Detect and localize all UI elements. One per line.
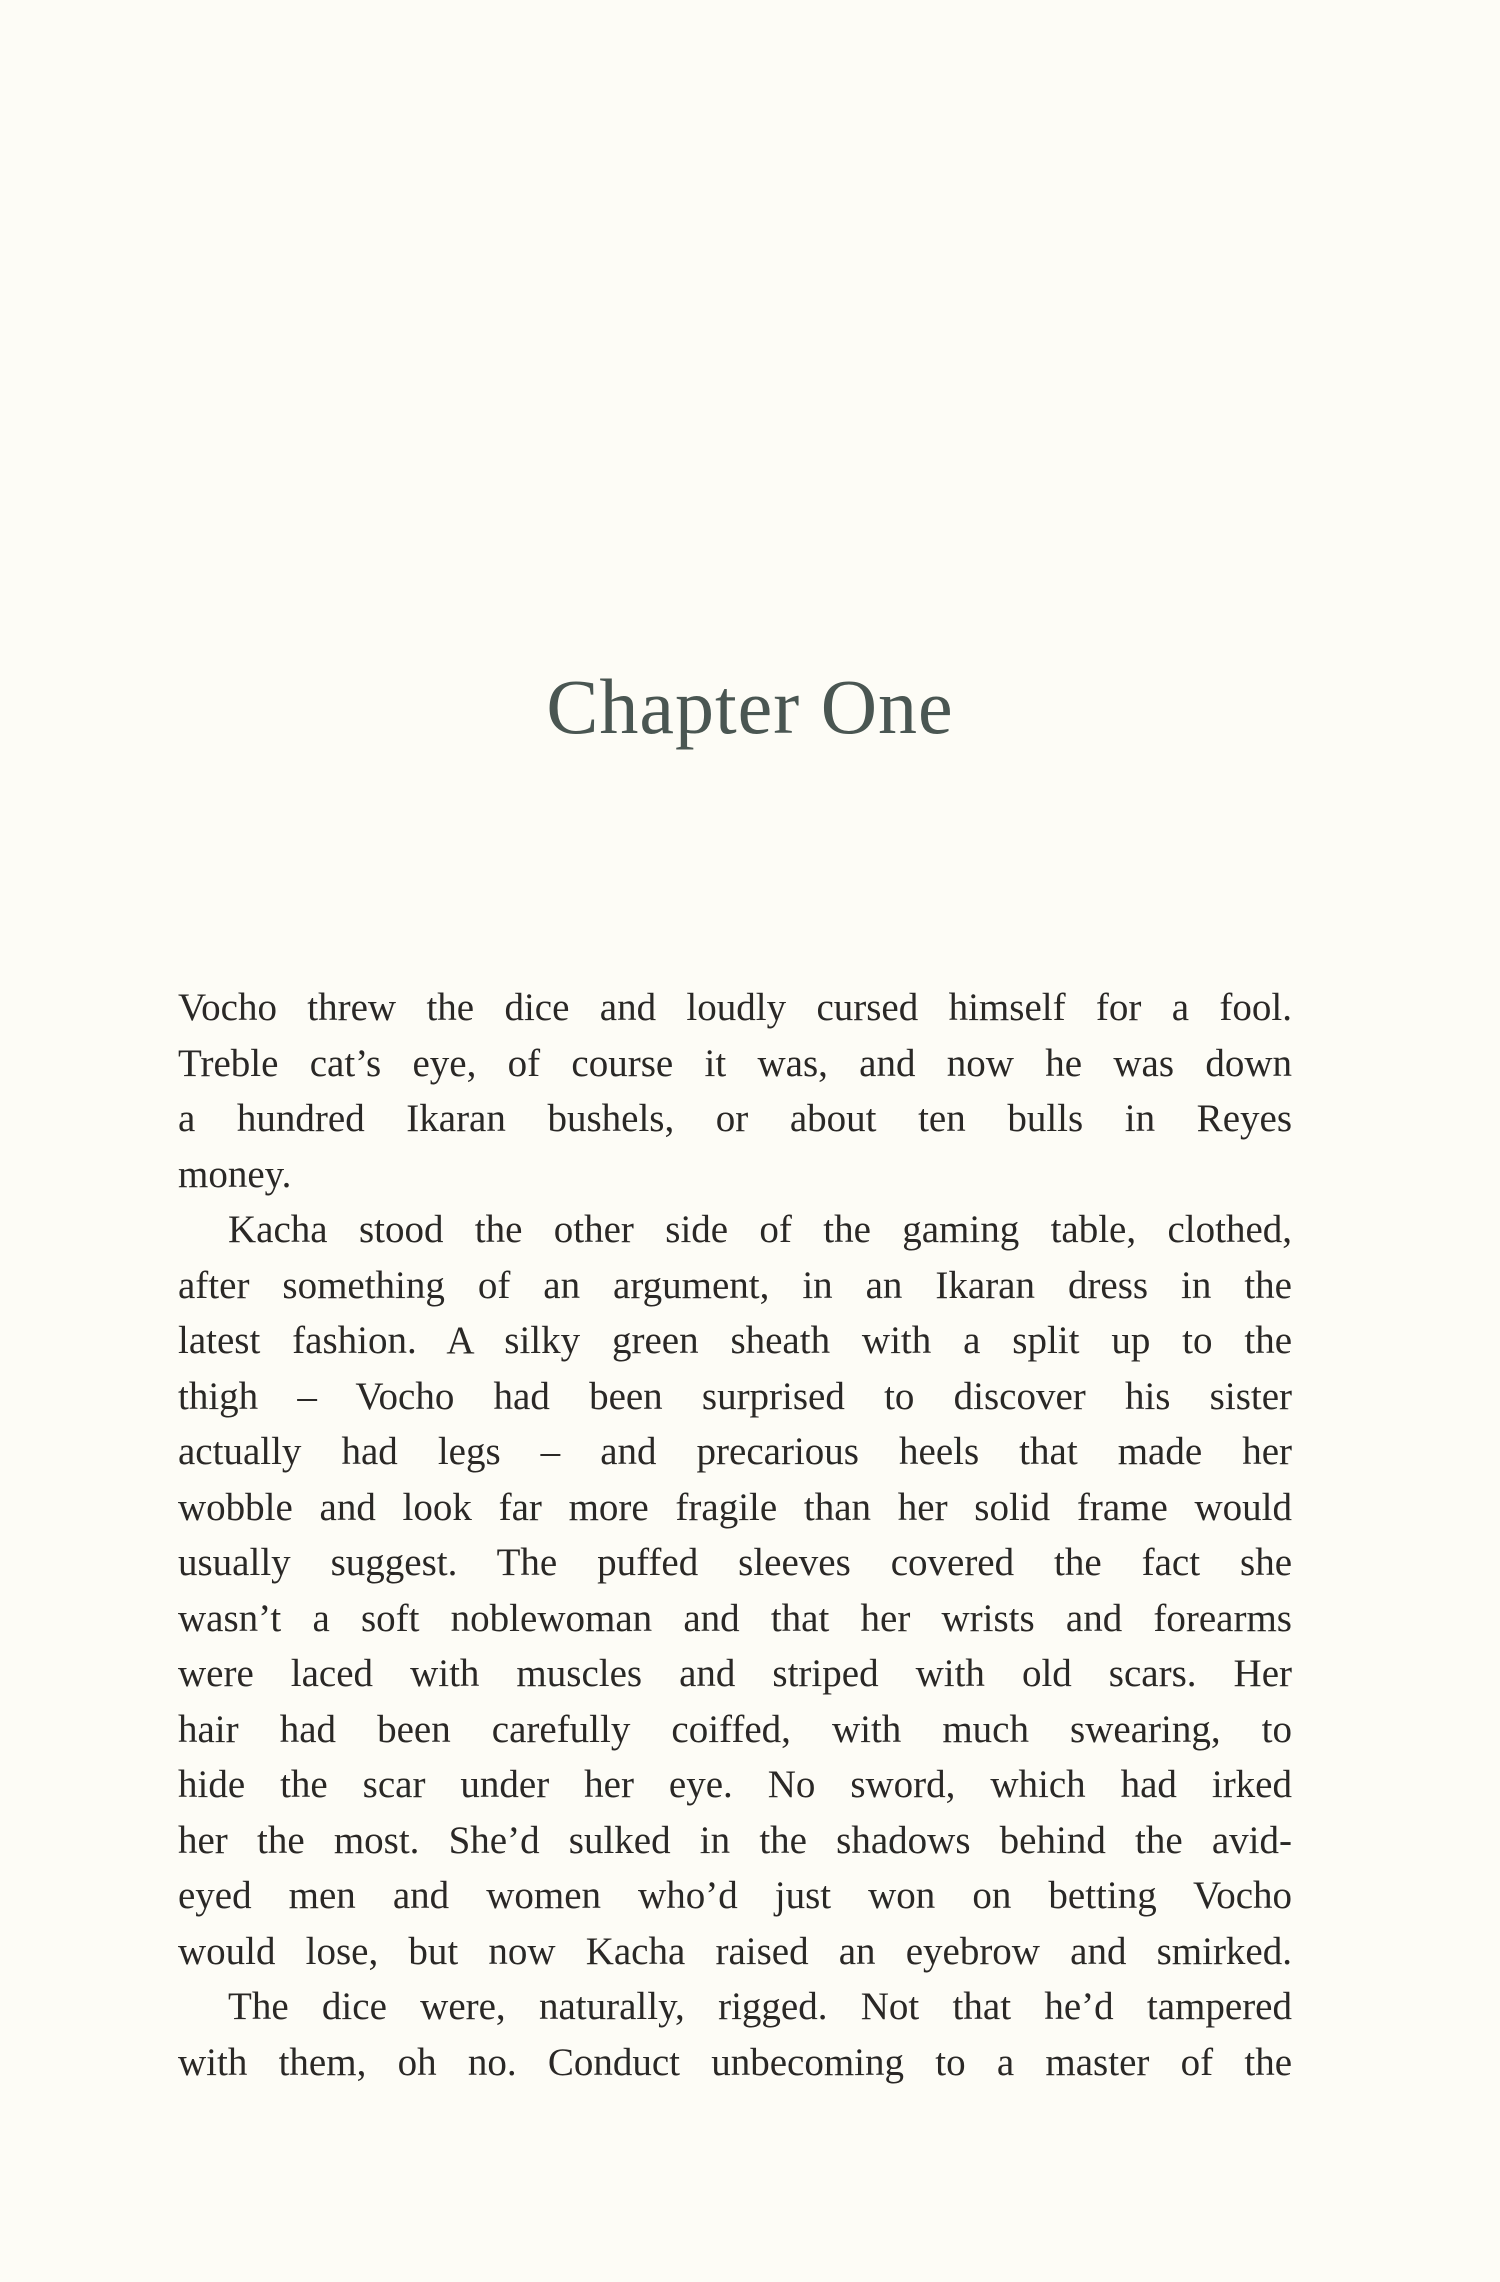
text-line: Kacha stood the other side of the gaming table, clothed, [228,1208,1292,1251]
chapter-body [178,980,1292,2090]
text-line: money. [178,1152,292,1196]
text-line: latest fashion. A silky green sheath with a split up to the [178,1319,1292,1362]
text-line: hide the scar under her eye. No sword, which had irked [178,1763,1292,1806]
chapter-title: Chapter One [546,663,954,750]
text-line: wobble and look far more fragile than her solid frame would [178,1485,1292,1529]
text-line: would lose, but now Kacha raised an eyebrow and smirked. [178,1929,1292,1973]
text-line: eyed men and women who’d just won on betting Vocho [178,1874,1292,1917]
text-line: thigh – Vocho had been surprised to discover his sister [178,1374,1292,1418]
text-line: Vocho threw the dice and loudly cursed himself for a fool. [178,986,1292,1029]
text-line: actually had legs – and precarious heels that made her [178,1430,1292,1473]
text-line: after something of an argument, in an Ikaran dress in the [178,1263,1292,1307]
text-line: The dice were, naturally, rigged. Not that he’d tampered [228,1985,1292,2028]
text-line: wasn’t a soft noblewoman and that her wrists and forearms [178,1596,1292,1640]
text-line: hair had been carefully coiffed, with much swearing, to [178,1707,1292,1751]
text-line: her the most. She’d sulked in the shadows behind the avid- [178,1818,1292,1862]
text-line: were laced with muscles and striped with old scars. Her [178,1652,1292,1695]
text-line: with them, oh no. Conduct unbecoming to a master of the [178,2040,1292,2084]
text-line: Treble cat’s eye, of course it was, and now he was down [178,1041,1292,1085]
text-line: a hundred Ikaran bushels, or about ten bulls in Reyes [178,1097,1292,1140]
text-line: usually suggest. The puffed sleeves covered the fact she [178,1541,1292,1584]
